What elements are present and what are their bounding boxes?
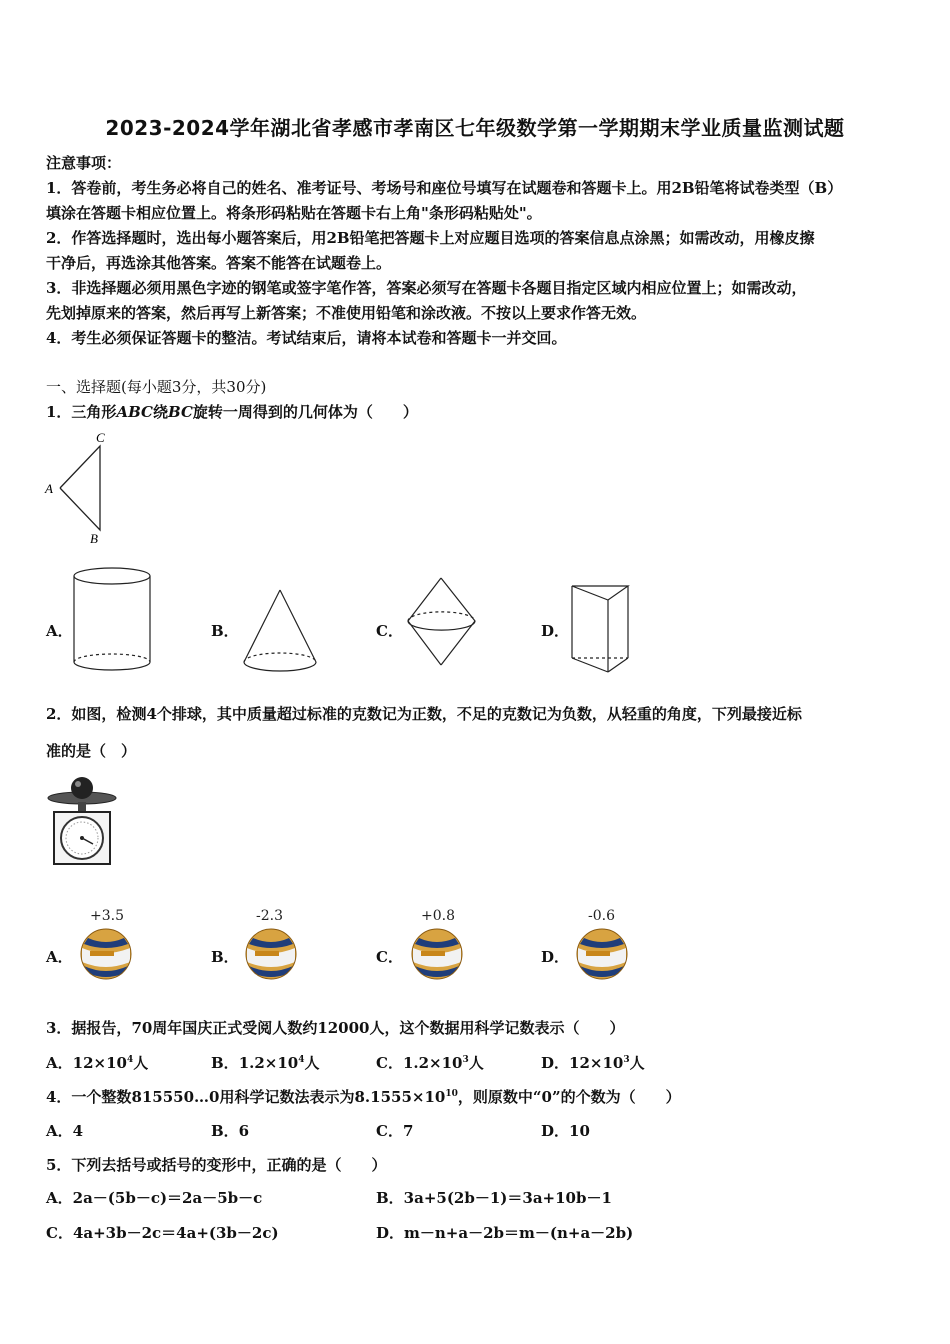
question-4-stem bbox=[46, 1086, 681, 1107]
q3-option-b-unit: 人 bbox=[304, 1054, 320, 1072]
q2-option-a[interactable]: A． bbox=[46, 948, 73, 966]
q1-mid: 绕 bbox=[152, 403, 168, 421]
q1-option-b[interactable]: B． bbox=[211, 622, 239, 640]
volleyball-icon bbox=[409, 928, 465, 980]
notice-line: 干净后，再选涂其他答案。答案不能答在试题卷上。 bbox=[46, 254, 392, 272]
q2-value-d: -0.6 bbox=[588, 908, 615, 924]
notice-line: 2．作答选择题时，选出每小题答案后，用2B铅笔把答题卡上对应题目选项的答案信息点涂黑；如需改动，用橡皮擦 bbox=[46, 229, 815, 247]
q2-value-b: -2.3 bbox=[256, 908, 283, 924]
q3-option-a-unit: 人 bbox=[133, 1054, 149, 1072]
q1-option-a[interactable]: A． bbox=[46, 622, 73, 640]
page-title: 2023-2024学年湖北省孝感市孝南区七年级数学第一学期期末学业质量监测试题 bbox=[105, 116, 845, 140]
q2-option-d[interactable]: D． bbox=[541, 948, 570, 966]
q3-option-a-exp: 4 bbox=[126, 1055, 134, 1065]
double-cone-figure bbox=[404, 574, 480, 670]
q2-option-c[interactable]: C． bbox=[376, 948, 403, 966]
q4-option-c[interactable]: C．7 bbox=[376, 1122, 414, 1140]
q1-option-d[interactable]: D． bbox=[541, 622, 570, 640]
q3-option-d-exp: 3 bbox=[623, 1055, 630, 1065]
q3-option-c-base: 1.2×10 bbox=[402, 1054, 463, 1072]
notice-line: 先划掉原来的答案，然后再写上新答案；不准使用铅笔和涂改液。不按以上要求作答无效。 bbox=[46, 304, 647, 322]
q1-prefix: 1．三角形 bbox=[46, 403, 117, 421]
question-2-stem-line1: 2．如图，检测4个排球，其中质量超过标准的克数记为正数，不足的克数记为负数，从轻重的角度，下列最接近标 bbox=[46, 705, 802, 723]
q3-option-d[interactable] bbox=[541, 1052, 645, 1073]
q4-exp: 10 bbox=[445, 1089, 458, 1099]
cone-figure bbox=[238, 586, 322, 680]
weighing-scale-icon bbox=[44, 772, 120, 872]
q1-bc: BC bbox=[168, 403, 193, 421]
q3-option-a[interactable] bbox=[46, 1052, 148, 1073]
q5-option-b[interactable]: B．3a+5(2b－1)＝3a+10b－1 bbox=[376, 1189, 612, 1207]
q3-option-d-base: 12×10 bbox=[569, 1054, 624, 1072]
q3-option-a-base: 12×10 bbox=[72, 1054, 127, 1072]
triangle-shape bbox=[60, 446, 100, 530]
question-1-stem bbox=[46, 401, 418, 422]
q3-option-b-base: 1.2×10 bbox=[238, 1054, 299, 1072]
notice-line: 4．考生必须保证答题卡的整洁。考试结束后，请将本试卷和答题卡一并交回。 bbox=[46, 329, 567, 347]
q3-option-b[interactable] bbox=[211, 1052, 320, 1073]
q3-option-c-exp: 3 bbox=[462, 1055, 469, 1065]
q3-option-b-exp: 4 bbox=[298, 1055, 305, 1065]
question-2-stem-line2: 准的是（ ） bbox=[46, 742, 137, 760]
q2-value-a: +3.5 bbox=[90, 908, 124, 924]
volleyball-icon bbox=[243, 928, 299, 980]
q4-option-b[interactable]: B．6 bbox=[211, 1122, 250, 1140]
q3-option-a-label: A． bbox=[46, 1054, 73, 1072]
notice-line: 1．答卷前，考生务必将自己的姓名、准考证号、考场号和座位号填写在试题卷和答题卡上。用2B铅笔将试卷类型（B） bbox=[46, 179, 843, 197]
q4-option-d[interactable]: D．10 bbox=[541, 1122, 590, 1140]
q1-option-c[interactable]: C． bbox=[376, 622, 403, 640]
triangle-abc-figure bbox=[40, 426, 120, 550]
notice-line: 填涂在答题卡相应位置上。将条形码粘贴在答题卡右上角"条形码粘贴处"。 bbox=[46, 204, 542, 222]
q3-option-c-unit: 人 bbox=[468, 1054, 484, 1072]
q3-option-c-label: C． bbox=[376, 1054, 403, 1072]
vertex-b-label: B bbox=[90, 531, 98, 546]
notice-line: 3．非选择题必须用黑色字迹的钢笔或签字笔作答，答案必须写在答题卡各题目指定区域内相应位置上；如需改动， bbox=[46, 279, 807, 297]
volleyball-icon bbox=[574, 928, 630, 980]
vertex-c-label: C bbox=[96, 430, 105, 445]
q4-pre: 4．一个整数815550…0用科学记数法表示为8.1555×10 bbox=[46, 1088, 446, 1106]
q3-option-d-unit: 人 bbox=[629, 1054, 645, 1072]
vertex-a-label: A bbox=[45, 481, 53, 496]
q3-option-b-label: B． bbox=[211, 1054, 239, 1072]
cylinder-figure bbox=[70, 564, 156, 678]
q3-option-d-label: D． bbox=[541, 1054, 570, 1072]
section-heading: 一、选择题(每小题3分，共30分) bbox=[46, 378, 267, 396]
q5-option-c[interactable]: C．4a+3b－2c＝4a+(3b－2c) bbox=[46, 1224, 279, 1242]
q1-abc: ABC bbox=[116, 403, 153, 421]
question-3-stem: 3．据报告，70周年国庆正式受阅人数约12000人，这个数据用科学记数表示（ ） bbox=[46, 1019, 625, 1037]
notice-heading: 注意事项： bbox=[46, 154, 122, 172]
q4-option-a[interactable]: A．4 bbox=[46, 1122, 84, 1140]
q1-suffix: 旋转一周得到的几何体为（ ） bbox=[192, 403, 418, 421]
q2-value-c: +0.8 bbox=[421, 908, 455, 924]
q5-option-d[interactable]: D．m－n+a－2b＝m－(n+a－2b) bbox=[376, 1224, 634, 1242]
question-5-stem: 5．下列去括号或括号的变形中，正确的是（ ） bbox=[46, 1156, 387, 1174]
q2-option-b[interactable]: B． bbox=[211, 948, 239, 966]
volleyball-icon bbox=[78, 928, 134, 980]
triangular-prism-figure bbox=[568, 582, 634, 678]
q5-option-a[interactable]: A．2a－(5b－c)＝2a－5b－c bbox=[46, 1189, 263, 1207]
q3-option-c[interactable] bbox=[376, 1052, 484, 1073]
q4-post: ，则原数中“0”的个数为（ ） bbox=[457, 1088, 681, 1106]
